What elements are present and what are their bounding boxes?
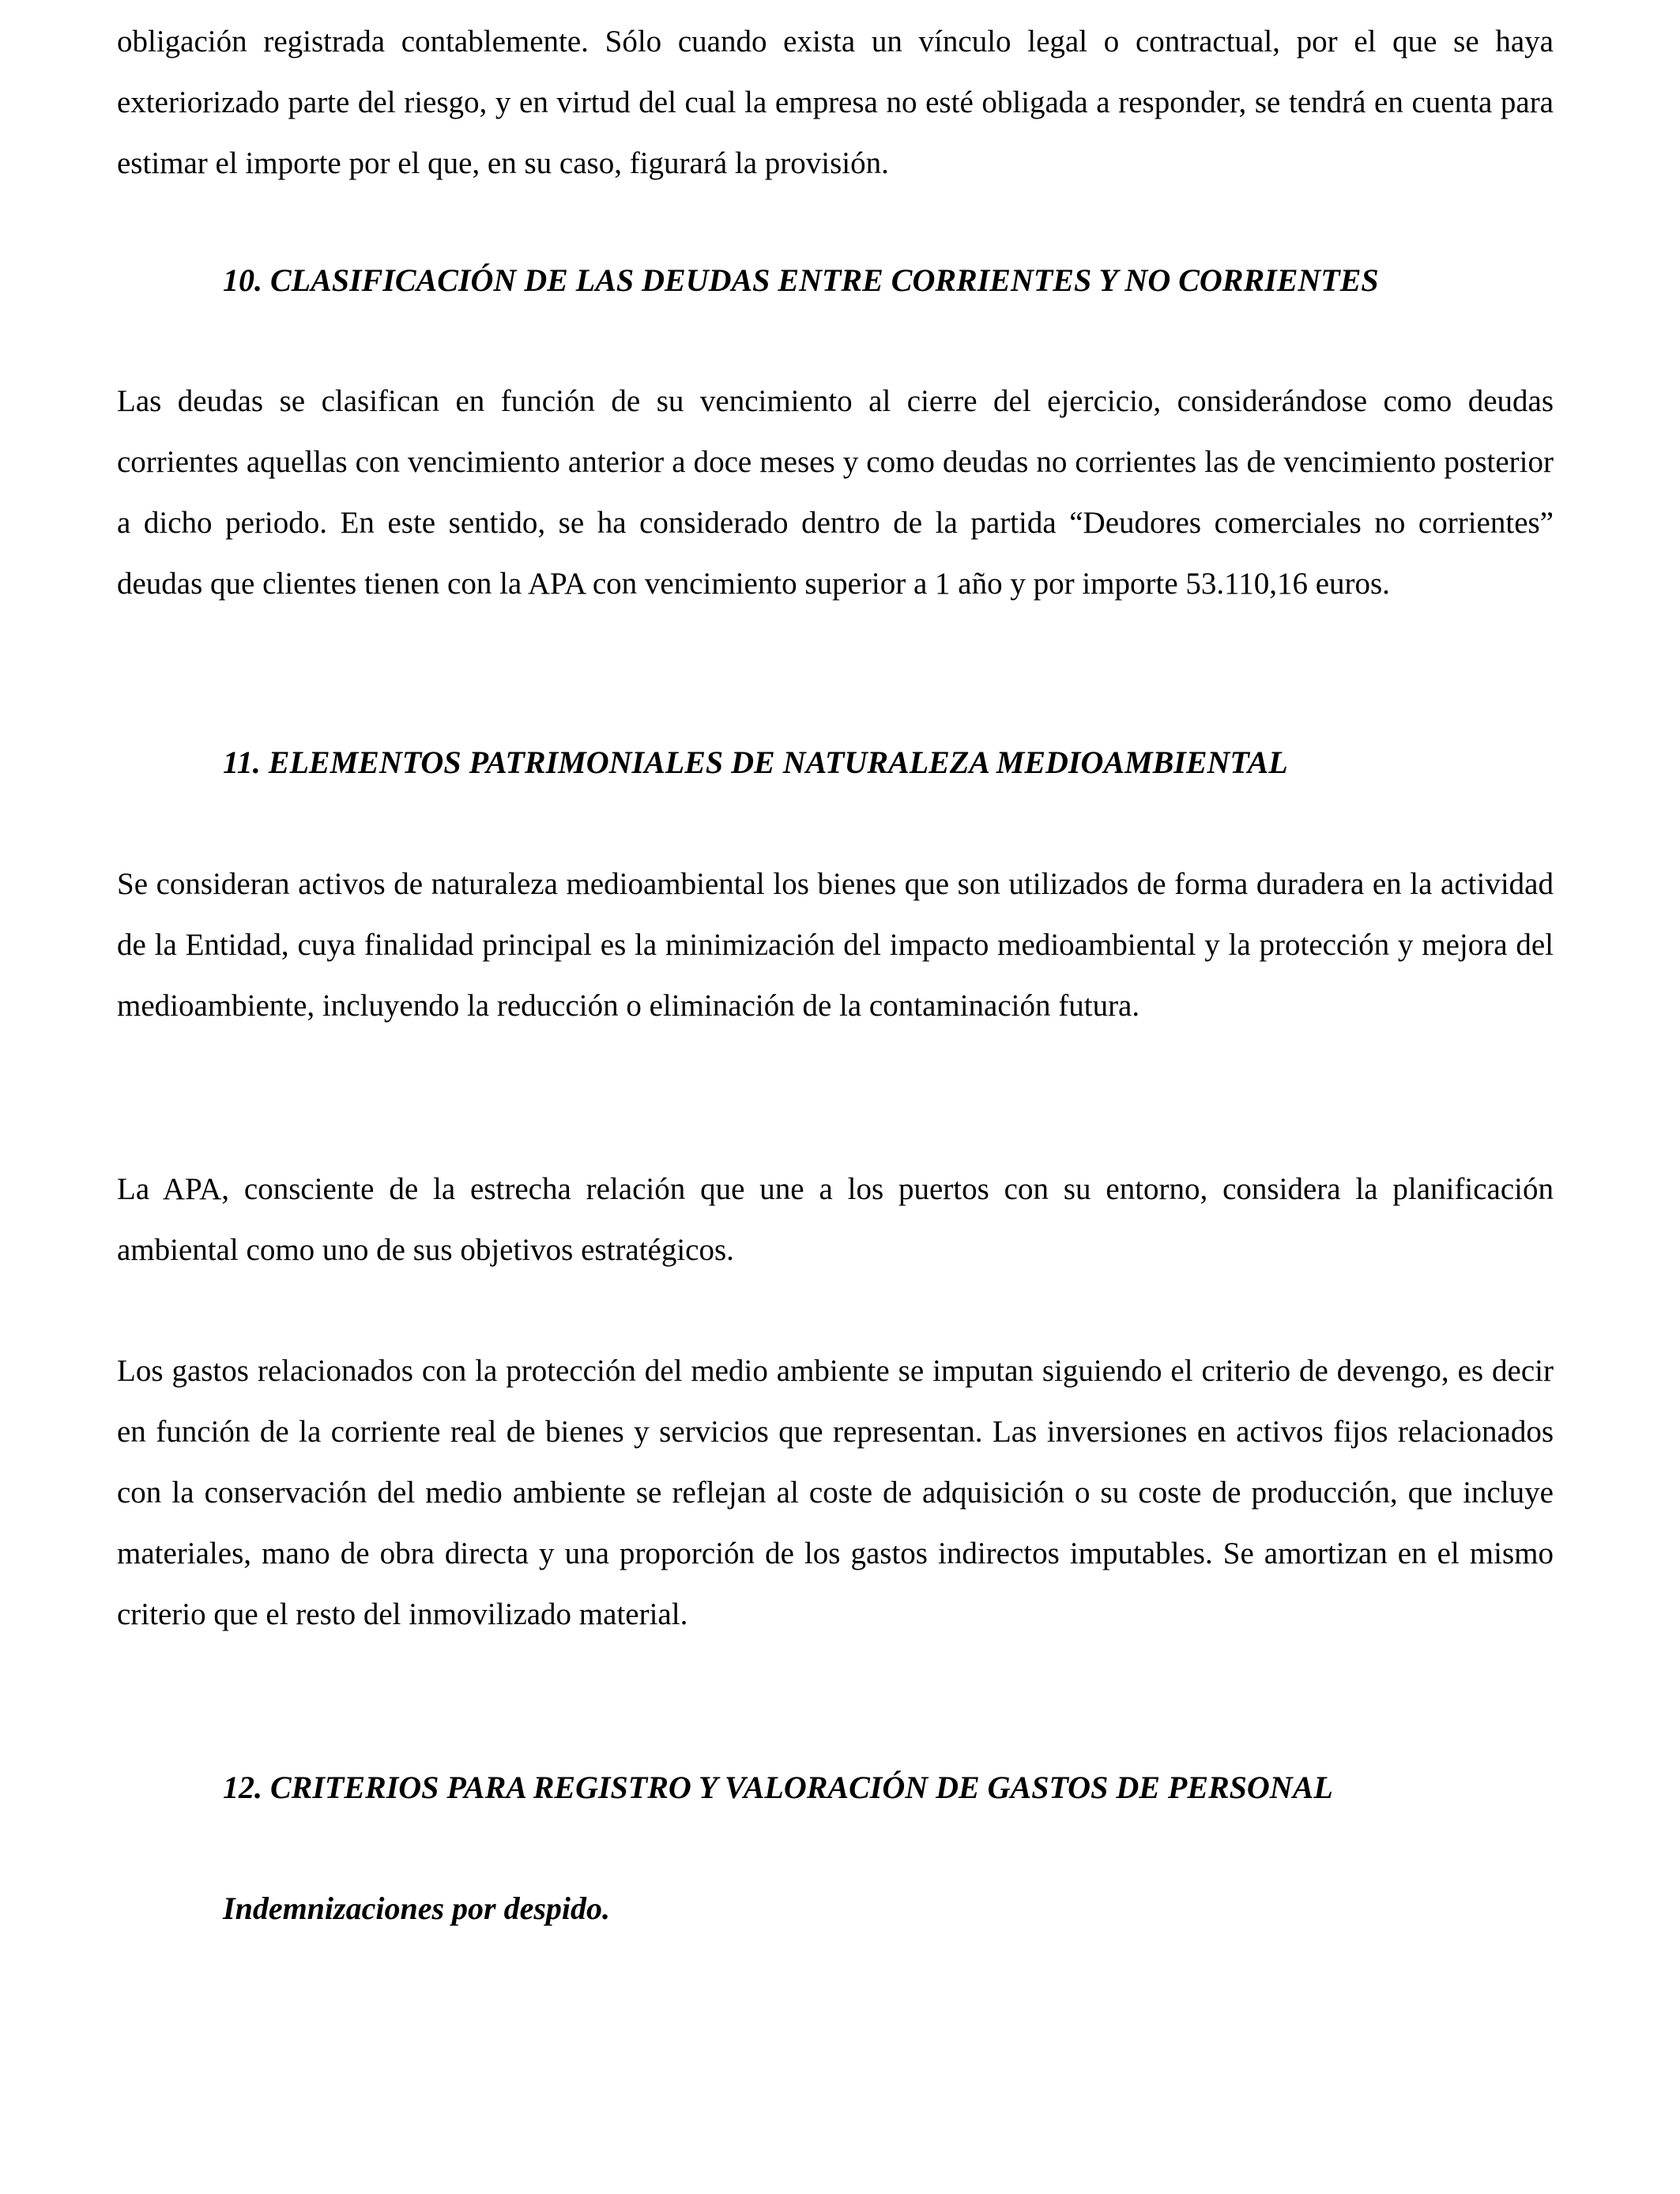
section-11-heading: 11. ELEMENTOS PATRIMONIALES DE NATURALEZA MEDIOAMBIENTAL [223, 745, 1288, 780]
section-11-paragraph-3: Los gastos relacionados con la protección del medio ambiente se imputan siguiendo el criterio de devengo, es decir en función de la corriente real de bienes y servicios que representan. Las inversiones en activos fijos relacionados con la conservación del medio ambiente se reflejan al coste de adquisición o su coste de producción, que incluye materiales, mano de obra directa y una proporción de los gastos indirectos imputables. Se amortizan en el mismo criterio que el resto del inmovilizado material. [117, 1354, 1554, 1631]
section-12-subheading: Indemnizaciones por despido. [223, 1891, 611, 1926]
section-11-paragraph-2: La APA, consciente de la estrecha relación que une a los puertos con su entorno, considera la planificación ambiental como uno de sus objetivos estratégicos. [117, 1172, 1554, 1267]
section-12-heading: 12. CRITERIOS PARA REGISTRO Y VALORACIÓN DE GASTOS DE PERSONAL [223, 1770, 1333, 1805]
section-10-heading: 10. CLASIFICACIÓN DE LAS DEUDAS ENTRE CORRIENTES Y NO CORRIENTES [223, 262, 1379, 298]
section-10-paragraph: Las deudas se clasifican en función de su vencimiento al cierre del ejercicio, considerándose como deudas corrientes aquellas con vencimiento anterior a doce meses y como deudas no corrientes las de vencimiento posterior a dicho periodo. En este sentido, se ha considerado dentro de la partida “Deudores comerciales no corrientes” deudas que clientes tienen con la APA con vencimiento superior a 1 año y por importe 53.110,16 euros. [117, 384, 1554, 601]
intro-paragraph: obligación registrada contablemente. Sólo cuando exista un vínculo legal o contractual, por el que se haya exteriorizado parte del riesgo, y en virtud del cual la empresa no esté obligada a responder, se tendrá en cuenta para estimar el importe por el que, en su caso, figurará la provisión. [117, 25, 1554, 180]
section-11-paragraph-1: Se consideran activos de naturaleza medioambiental los bienes que son utilizados de forma duradera en la actividad de la Entidad, cuya finalidad principal es la minimización del impacto medioambiental y la protección y mejora del medioambiente, incluyendo la reducción o eliminación de la contaminación futura. [117, 867, 1554, 1023]
